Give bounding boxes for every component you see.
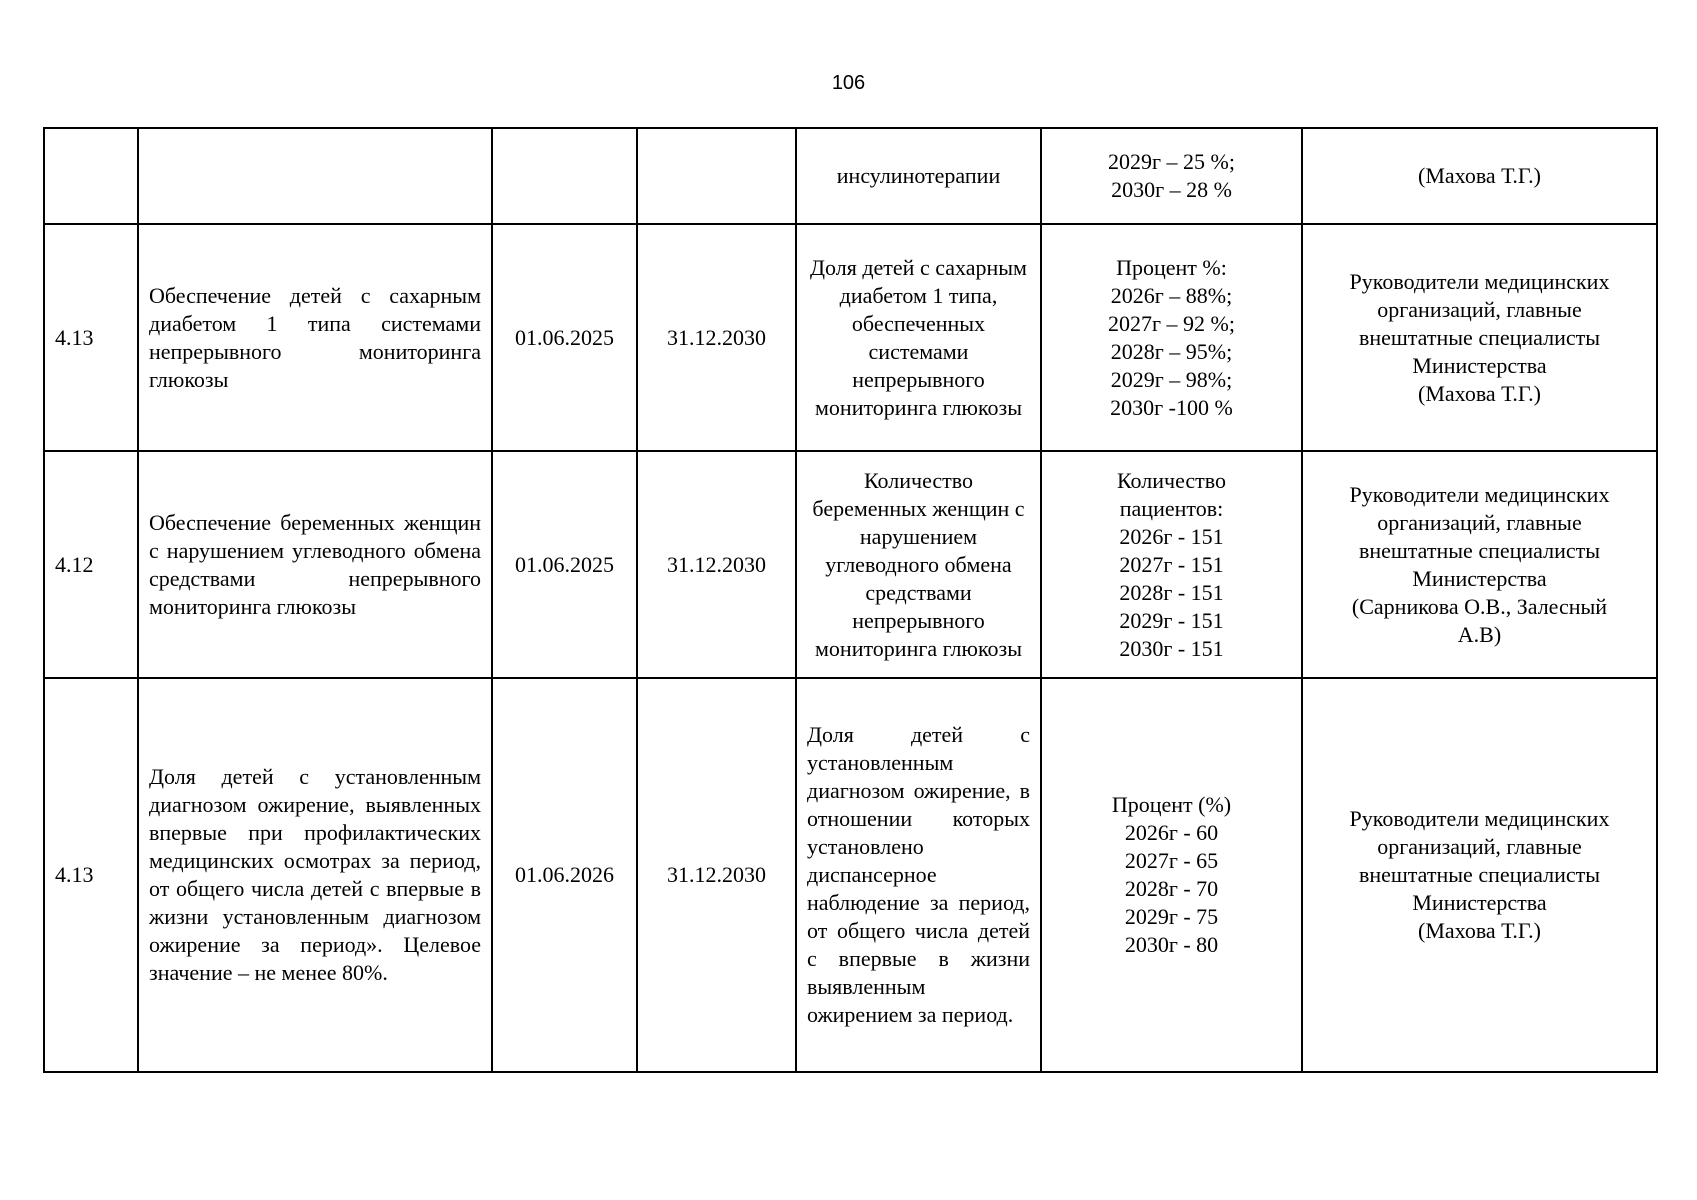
page-number: 106: [831, 72, 866, 94]
start-date-cell: 01.06.2025: [492, 224, 637, 451]
value-line: 2029г – 98%;: [1110, 366, 1233, 392]
value-line: пациентов:: [1119, 495, 1224, 521]
responsible-line: организаций, главные: [1377, 296, 1582, 322]
indicator-cell: Доля детей с сахарным диабетом 1 типа, обеспеченных системами непрерывного мониторинга глюкозы: [796, 224, 1041, 451]
responsible-cell: [1302, 678, 1657, 1072]
end-date-cell: 31.12.2030: [637, 678, 796, 1072]
value-line: 2027г - 151: [1119, 551, 1224, 577]
values-cell: [1041, 451, 1302, 678]
value-line: 2029г - 75: [1124, 904, 1219, 929]
responsible-line: (Сарникова О.В., Залесный: [1351, 593, 1608, 619]
responsible-line: (Махова Т.Г.): [1418, 163, 1541, 188]
indicator-cell: Доля детей с установленным диагнозом ожирение, в отношении которых установлено диспансерное наблюдение за период, от общего числа детей с впервые в жизни выявленным ожирением за период.: [796, 678, 1041, 1072]
values-cell: [1041, 128, 1302, 224]
responsible-cell: [1302, 451, 1657, 678]
value-line: Количество: [1116, 467, 1227, 493]
table-row: [44, 128, 1657, 224]
value-line: 2029г - 151: [1119, 607, 1224, 633]
responsible-line: внештатные специалисты: [1358, 537, 1601, 563]
value-line: 2028г - 151: [1119, 579, 1224, 605]
table-row: [44, 678, 1657, 1072]
event-cell: Доля детей с установленным диагнозом ожирение, выявленных впервые при профилактических медицинских осмотрах за период, от общего числа детей с впервые в жизни установленным диагнозом ожирение за период». Целевое значение – не менее 80%.: [138, 678, 492, 1072]
value-line: 2027г - 65: [1124, 848, 1219, 873]
value-line: 2029г – 25 %;: [1108, 149, 1235, 174]
value-line: 2028г - 70: [1124, 876, 1219, 901]
start-date-cell: 01.06.2025: [492, 451, 637, 678]
responsible-line: внештатные специалисты: [1358, 862, 1601, 887]
value-line: 2030г - 80: [1124, 932, 1219, 957]
responsible-line: А.В): [1457, 621, 1502, 647]
responsible-line: Министерства: [1412, 352, 1547, 378]
start-date-cell: 01.06.2026: [492, 678, 637, 1072]
responsible-line: Руководители медицинских: [1349, 268, 1610, 294]
end-date-cell: [637, 128, 796, 224]
value-line: 2026г – 88%;: [1110, 282, 1233, 308]
responsible-cell: [1302, 128, 1657, 224]
row-number-cell: 4.13: [44, 678, 138, 1072]
event-cell: [138, 128, 492, 224]
value-line: 2027г – 92 %;: [1108, 310, 1235, 336]
plan-table: [43, 127, 1658, 1073]
responsible-cell: [1302, 224, 1657, 451]
responsible-line: Министерства: [1412, 565, 1547, 591]
value-line: 2030г – 28 %: [1111, 177, 1232, 202]
table-row: [44, 451, 1657, 678]
responsible-line: Министерства: [1412, 890, 1547, 915]
value-line: 2030г -100 %: [1110, 394, 1233, 420]
end-date-cell: 31.12.2030: [637, 224, 796, 451]
event-cell: Обеспечение детей с сахарным диабетом 1 типа системами непрерывного мониторинга глюкозы: [138, 224, 492, 451]
values-cell: [1041, 224, 1302, 451]
value-line: 2028г – 95%;: [1110, 338, 1233, 364]
start-date-cell: [492, 128, 637, 224]
indicator-cell: Количество беременных женщин с нарушением углеводного обмена средствами непрерывного мониторинга глюкозы: [796, 451, 1041, 678]
responsible-line: внештатные специалисты: [1358, 324, 1601, 350]
value-line: 2030г - 151: [1119, 635, 1224, 661]
indicator-cell: инсулинотерапии: [796, 128, 1041, 224]
values-cell: [1041, 678, 1302, 1072]
row-number-cell: 4.13: [44, 224, 138, 451]
event-cell: Обеспечение беременных женщин с нарушением углеводного обмена средствами непрерывного мониторинга глюкозы: [138, 451, 492, 678]
responsible-line: организаций, главные: [1377, 834, 1582, 859]
value-line: Процент (%): [1111, 792, 1232, 817]
value-line: Процент %:: [1116, 254, 1227, 280]
responsible-line: организаций, главные: [1377, 509, 1582, 535]
row-number-cell: 4.12: [44, 451, 138, 678]
row-number-cell: [44, 128, 138, 224]
responsible-line: (Махова Т.Г.): [1418, 918, 1541, 943]
responsible-line: (Махова Т.Г.): [1418, 380, 1541, 406]
responsible-line: Руководители медицинских: [1349, 806, 1610, 831]
end-date-cell: 31.12.2030: [637, 451, 796, 678]
responsible-line: Руководители медицинских: [1349, 481, 1610, 507]
value-line: 2026г - 60: [1124, 820, 1219, 845]
table-row: [44, 224, 1657, 451]
value-line: 2026г - 151: [1119, 523, 1224, 549]
